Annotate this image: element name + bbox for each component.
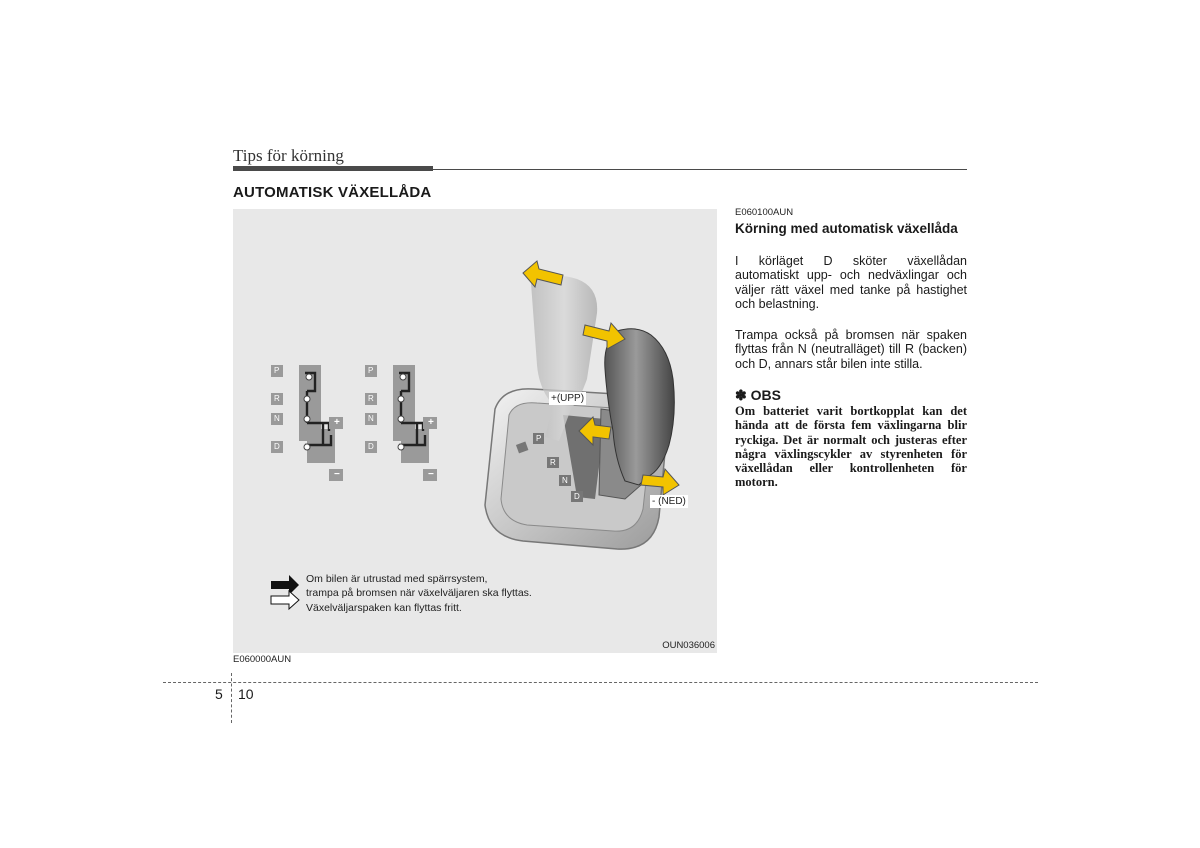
footer-rule [163,682,1038,683]
paragraph-2: Trampa också på bromsen när spaken flyttas från N (neutralläget) till R (backen) och D, annars står bilen inte stilla. [735,328,967,371]
gate-plus-1: + [334,417,340,428]
arrow-outline-icon [271,591,299,609]
gate-label-r-2: R [365,393,377,405]
figure-code: OUN036006 [662,640,715,651]
arrow-solid-icon [271,575,299,595]
footer-divider [231,673,232,723]
legend-line-1: Om bilen är utrustad med spärrsystem, [306,573,488,585]
paragraph-1: I körläget D sköter växellådan automatiskt upp- och nedväxlingar och väljer rätt växel med tanke på hastighet och belastning. [735,254,967,311]
chapter-number: 5 [215,686,223,702]
page-heading: AUTOMATISK VÄXELLÅDA [233,184,432,201]
gate-plus-2: + [428,417,434,428]
bezel-label-d: D [571,491,583,502]
bezel-label-p: P [533,433,544,444]
gate-minus-2: − [428,469,434,480]
gate-label-d-1: D [271,441,283,453]
gate-label-d-2: D [365,441,377,453]
note-heading: ✽ OBS [735,387,781,403]
gate-label-p-2: P [365,365,376,377]
gate-label-n-2: N [365,413,377,425]
figure-section-code: E060000AUN [233,654,292,665]
gear-shifter-figure [233,209,717,653]
header-rule-thick [233,166,433,171]
gate-label-p-1: P [271,365,282,377]
header-rule-thin [433,169,967,170]
note-text: Om batteriet varit bortkopplat kan det hända att de första fem växlingarna blir ryckiga. Det är normalt och justeras efter några växlingscykler av styrenheten för växellådan eller kontrollenheten för motorn. [735,404,967,490]
bezel-label-r: R [547,457,559,468]
gate-label-n-1: N [271,413,283,425]
gate-minus-1: − [334,469,340,480]
gate-label-r-1: R [271,393,283,405]
label-down: - (NED) [652,496,686,507]
legend-line-3: Växelväljarspaken kan flyttas fritt. [306,602,462,614]
page-number: 10 [238,686,254,702]
legend-line-2: trampa på bromsen när växelväljaren ska flyttas. [306,587,532,599]
section-title: Tips för körning [233,146,344,165]
label-up: +(UPP) [551,393,585,404]
body-subheading: Körning med automatisk växellåda [735,221,958,236]
bezel-label-n: N [559,475,571,486]
body-section-code: E060100AUN [735,207,794,218]
